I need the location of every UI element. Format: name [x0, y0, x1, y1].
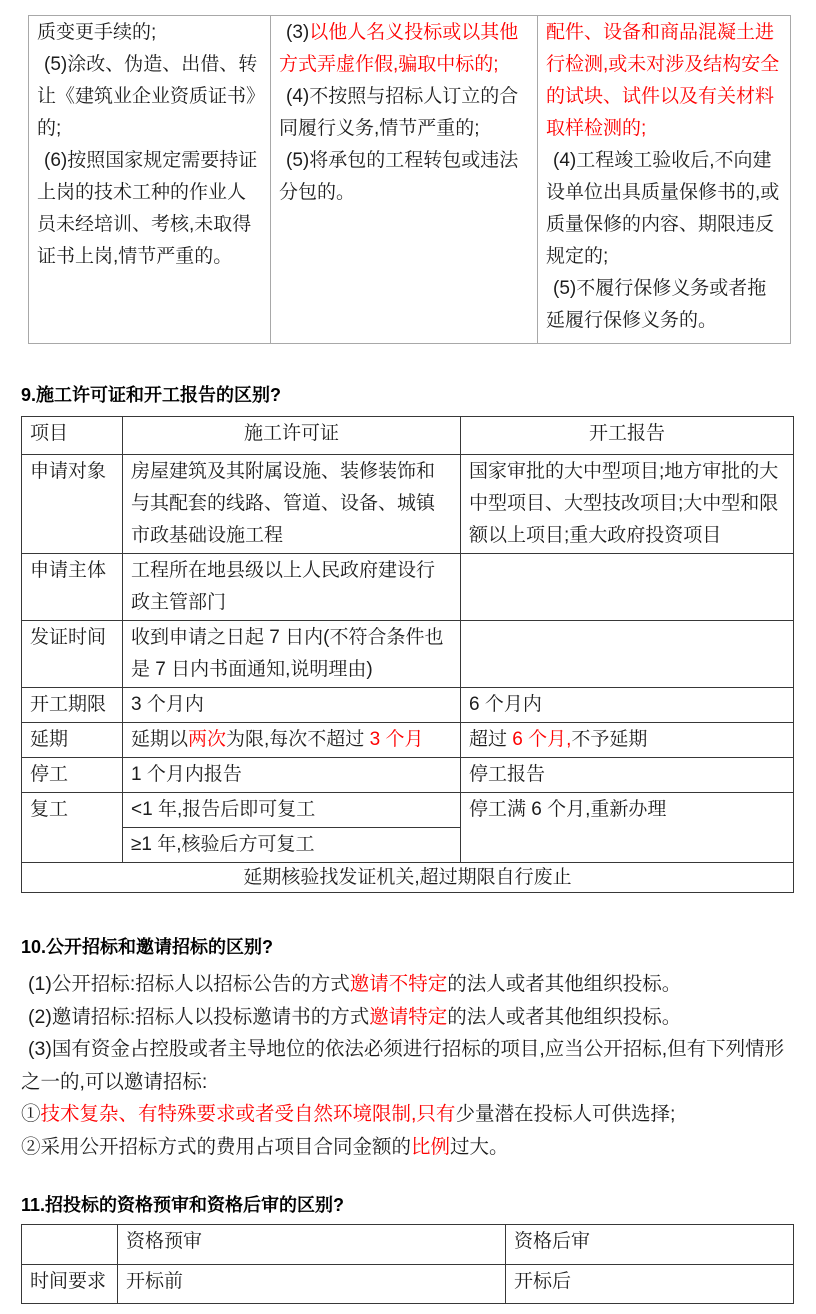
table-header-row: [22, 1225, 794, 1265]
cell: 延期以两次为限,每次不超过 3 个月: [123, 723, 461, 758]
cell: 开标后: [506, 1265, 794, 1304]
cell: 超过 6 个月,不予延期: [461, 723, 794, 758]
paragraph: (3)国有资金占控股或者主导地位的依法必须进行招标的项目,应当公开招标,但有下列情形之一的,可以邀请招标:: [21, 1038, 785, 1093]
row-label: 停工: [22, 758, 123, 793]
paragraph: ②采用公开招标方式的费用占项目合同金额的比例过大。: [21, 1135, 509, 1158]
paragraph: (4)工程竣工验收后,不向建设单位出具质量保修书的,或质量保修的内容、期限违反规定的;: [546, 150, 780, 267]
paragraph: ①技术复杂、有特殊要求或者受自然环境限制,只有少量潜在投标人可供选择;: [21, 1103, 676, 1125]
paragraph: (1)公开招标:招标人以招标公告的方式邀请不特定的法人或者其他组织投标。: [28, 973, 682, 995]
cell: 停工满 6 个月,重新办理: [461, 793, 794, 863]
table-row: [22, 621, 794, 688]
header-cell-permit: 施工许可证: [123, 417, 461, 455]
cell: 停工报告: [461, 758, 794, 793]
document-page: [0, 15, 816, 1304]
prequalification-table: [21, 1224, 794, 1304]
footer-cell: 延期核验找发证机关,超过期限自行废止: [22, 863, 794, 893]
cell: 国家审批的大中型项目;地方审批的大中型项目、大型技改项目;大中型和限额以上项目;重大政府投资项目: [461, 455, 794, 554]
cell: 收到申请之日起 7 日内(不符合条件也是 7 日内书面通知,说明理由): [123, 621, 461, 688]
header-cell-item: 项目: [22, 417, 123, 455]
table-row: [22, 554, 794, 621]
paragraph: (5)不履行保修义务或者拖延履行保修义务的。: [546, 278, 767, 331]
cell: 3 个月内: [123, 688, 461, 723]
paragraph: 质变更手续的;: [37, 22, 157, 43]
cell: 1 个月内报告: [123, 758, 461, 793]
paragraph: (6)按照国家规定需要持证上岗的技术工种的作业人员未经培训、考核,未取得证书上岗,情节严重的。: [37, 150, 258, 267]
permit-vs-report-table: [21, 416, 794, 893]
paragraph: (3)以他人名义投标或以其他方式弄虚作假,骗取中标的;: [279, 22, 519, 75]
header-cell-report: 开工报告: [461, 417, 794, 455]
cell: ≥1 年,核验后方可复工: [123, 828, 461, 863]
table-row: [22, 793, 794, 828]
cell: [461, 554, 794, 621]
cell: 工程所在地县级以上人民政府建设行政主管部门: [123, 554, 461, 621]
paragraph: 配件、设备和商品混凝土进行检测,或未对涉及结构安全的试块、试件以及有关材料取样检测的;: [546, 22, 780, 139]
table-row: [22, 1265, 794, 1304]
paragraph: (2)邀请招标:招标人以投标邀请书的方式邀请特定的法人或者其他组织投标。: [28, 1005, 682, 1028]
row-label: 开工期限: [22, 688, 123, 723]
table-row: [22, 758, 794, 793]
cell: 房屋建筑及其附属设施、装修装饰和与其配套的线路、管道、设备、城镇市政基础设施工程: [123, 455, 461, 554]
table-header-row: [22, 417, 794, 455]
section-10-title: 10.公开招标和邀请招标的区别?: [21, 937, 274, 957]
section-9-title: 9.施工许可证和开工报告的区别?: [21, 385, 282, 405]
paragraph: (4)不按照与招标人订立的合同履行义务,情节严重的;: [279, 86, 519, 139]
cell: <1 年,报告后即可复工: [123, 793, 461, 828]
row-label: 延期: [22, 723, 123, 758]
row-label: 发证时间: [22, 621, 123, 688]
row-label: 复工: [22, 793, 123, 863]
paragraph: (5)将承包的工程转包或违法分包的。: [279, 150, 519, 203]
table-row: [22, 455, 794, 554]
penalty-cell-quality: [538, 16, 791, 344]
header-cell-empty: [22, 1225, 118, 1265]
row-label: 申请对象: [22, 455, 123, 554]
header-cell-pre: 资格预审: [118, 1225, 506, 1265]
row-label: 申请主体: [22, 554, 123, 621]
header-cell-post: 资格后审: [506, 1225, 794, 1265]
paragraph: (5)涂改、伪造、出借、转让《建筑业企业资质证书》的;: [37, 54, 258, 139]
row-label: 时间要求: [22, 1265, 118, 1304]
penalty-cell-qualification: [29, 16, 271, 344]
penalty-clauses-table: [28, 15, 791, 344]
table-row: [22, 688, 794, 723]
table-row: [22, 723, 794, 758]
cell: 6 个月内: [461, 688, 794, 723]
table-footer-row: [22, 863, 794, 893]
section-11-title: 11.招投标的资格预审和资格后审的区别?: [21, 1195, 345, 1215]
cell: [461, 621, 794, 688]
cell: 开标前: [118, 1265, 506, 1304]
table-row: [29, 16, 791, 344]
penalty-cell-bidding: [271, 16, 538, 344]
